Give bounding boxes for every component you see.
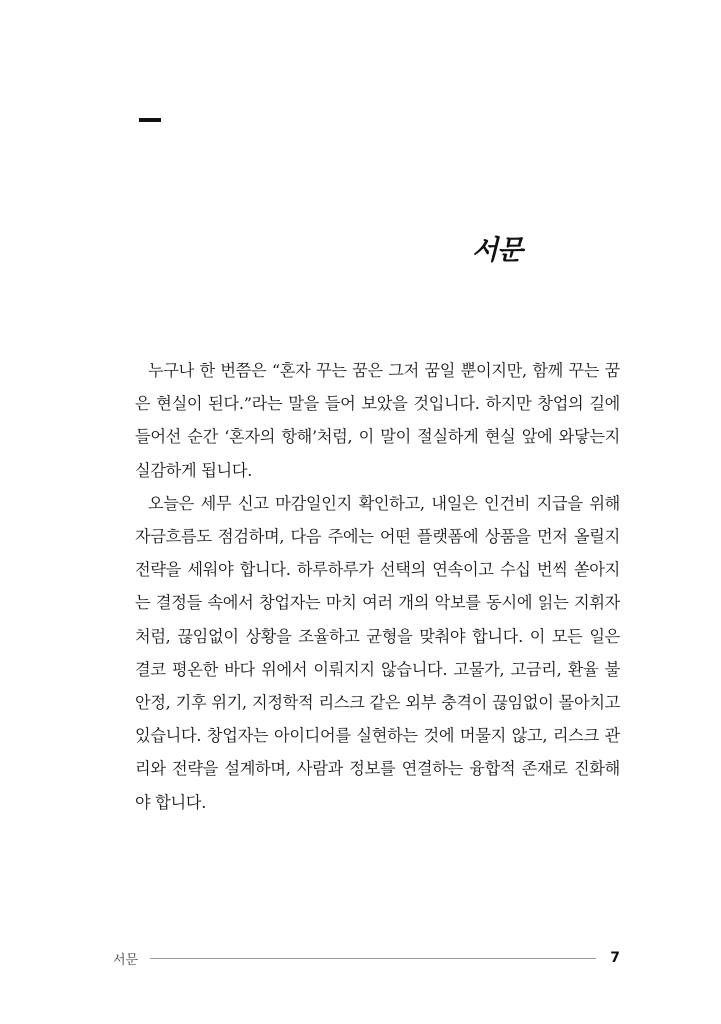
- footer-section-label: 서문: [113, 952, 139, 968]
- body-text: [135, 354, 620, 819]
- chapter-marker-dash: [139, 118, 161, 122]
- paragraph-2: 오늘은 세무 신고 마감일인지 확인하고, 내일은 인건비 지급을 위해 자금흐름도 점검하며, 다음 주에는 어떤 플랫폼에 상품을 먼저 올릴지 전략을 세워야 합니다. 하루하루가 선택의 연속이고 수십 번씩 쏟아지는 결정들 속에서 창업자는 마치 여러 개의 악보를 동시에 읽는 지휘자처럼, 끊임없이 상황을 조율하고 균형을 맞춰야 합니다. 이 모든 일은 결코 평온한 바다 위에서 이뤄지지 않습니다. 고물가, 고금리, 환율 불안정, 기후 위기, 지정학적 리스크 같은 외부 충격이 끊임없이 몰아치고 있습니다. 창업자는 아이디어를 실현하는 것에 머물지 않고, 리스크 관리와 전략을 설계하며, 사람과 정보를 연결하는 융합적 존재로 진화해야 합니다.: [135, 493, 620, 812]
- chapter-title: 서문: [471, 235, 522, 266]
- paragraph-1: 누구나 한 번쯤은 “혼자 꾸는 꿈은 그저 꿈일 뿐이지만, 함께 꾸는 꿈은 현실이 된다.”라는 말을 들어 보았을 것입니다. 하지만 창업의 길에 들어선 순간 ‘혼자의 항해’처럼, 이 말이 절실하게 현실 앞에 와닿는지 실감하게 됩니다.: [135, 361, 620, 480]
- footer-divider: [150, 958, 596, 959]
- page-footer: [113, 947, 620, 969]
- page-number: 7: [610, 950, 620, 966]
